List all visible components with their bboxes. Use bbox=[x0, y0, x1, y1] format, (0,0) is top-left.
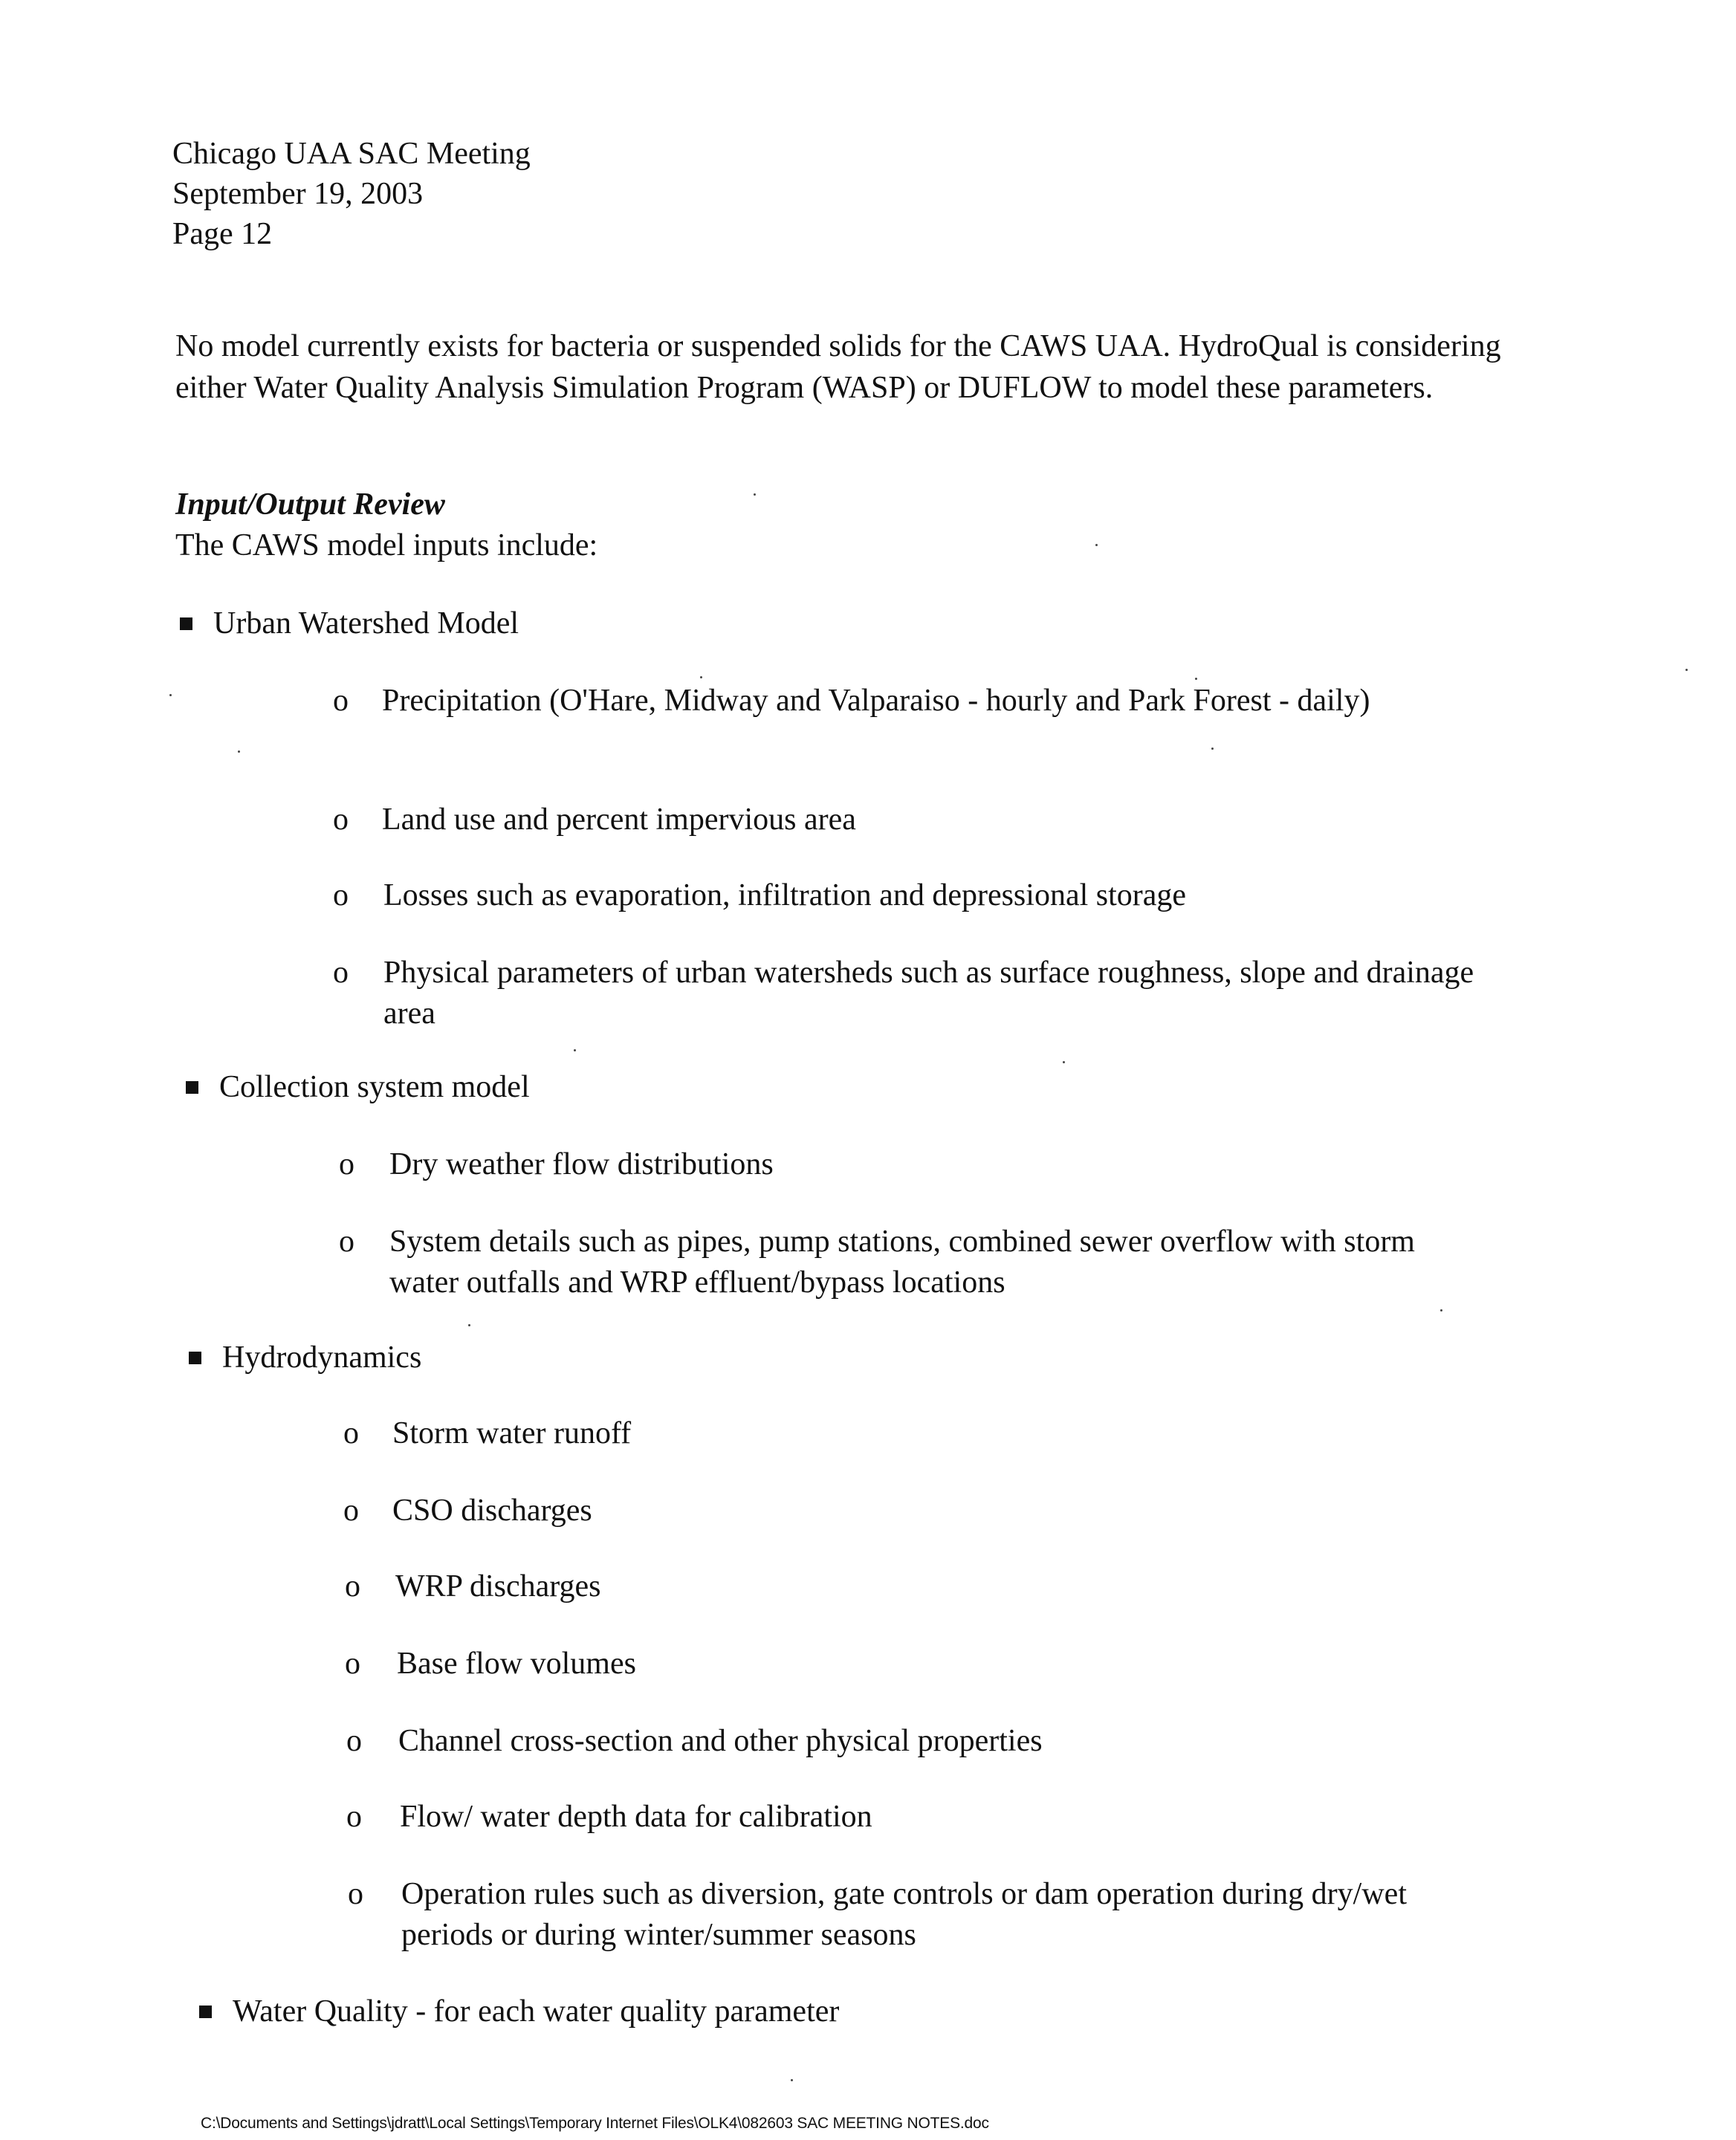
list-item-text: Precipitation (O'Hare, Midway and Valparaiso - hourly and Park Forest - daily) bbox=[382, 684, 1370, 718]
bullet-label: Collection system model bbox=[219, 1070, 530, 1104]
list-item-text: System details such as pipes, pump stations, combined sewer overflow with storm water outfalls and WRP effluent/bypass locations bbox=[389, 1225, 1415, 1300]
list-item bbox=[346, 1797, 1506, 1838]
circle-bullet-icon: o bbox=[333, 956, 349, 990]
footer-file-path: C:\Documents and Settings\jdratt\Local Settings\Temporary Internet Files\OLK4\082603 SAC MEETING NOTES.doc bbox=[201, 2115, 989, 2132]
bullet-label: Hydrodynamics bbox=[222, 1340, 422, 1375]
list-item bbox=[346, 1721, 1506, 1763]
scan-speck bbox=[1440, 1309, 1442, 1311]
list-item-text: Channel cross-section and other physical properties bbox=[398, 1724, 1043, 1758]
circle-bullet-icon: o bbox=[339, 1147, 354, 1181]
list-item-text: Base flow volumes bbox=[397, 1647, 636, 1681]
header-date: September 19, 2003 bbox=[172, 177, 424, 211]
list-item bbox=[343, 1491, 1503, 1532]
scan-speck bbox=[754, 493, 756, 496]
list-item bbox=[333, 800, 1492, 841]
bullet-label: Water Quality - for each water quality parameter bbox=[233, 1994, 840, 2029]
list-item bbox=[333, 953, 1492, 1036]
square-bullet-icon bbox=[189, 1352, 201, 1364]
list-item bbox=[345, 1644, 1504, 1685]
list-item-text: Land use and percent impervious area bbox=[382, 802, 856, 837]
list-item-text: Losses such as evaporation, infiltration and depressional storage bbox=[383, 878, 1187, 912]
list-item-text: CSO discharges bbox=[392, 1494, 592, 1528]
section-heading: Input/Output Review bbox=[175, 487, 445, 522]
bullet-water-quality bbox=[199, 1991, 839, 2032]
list-item-text: Physical parameters of urban watersheds such as surface roughness, slope and drainage area bbox=[383, 956, 1474, 1031]
scan-speck bbox=[1685, 669, 1688, 671]
list-item bbox=[345, 1566, 1504, 1608]
scan-speck bbox=[1195, 678, 1197, 680]
square-bullet-icon bbox=[199, 2006, 212, 2018]
circle-bullet-icon: o bbox=[348, 1877, 363, 1911]
list-item bbox=[333, 875, 1492, 917]
square-bullet-icon bbox=[186, 1081, 198, 1094]
circle-bullet-icon: o bbox=[345, 1569, 360, 1604]
list-item-text: Dry weather flow distributions bbox=[389, 1147, 774, 1181]
header-meeting-title: Chicago UAA SAC Meeting bbox=[172, 137, 531, 171]
intro-paragraph: No model currently exists for bacteria or suspended solids for the CAWS UAA. HydroQual is considering either Water Quality Analysis Simulation Program (WASP) or DUFLOW to model these parameters. bbox=[175, 329, 1501, 405]
circle-bullet-icon: o bbox=[339, 1225, 354, 1259]
scan-speck bbox=[700, 676, 702, 678]
scan-speck bbox=[1211, 748, 1214, 750]
list-item-text: WRP discharges bbox=[395, 1569, 601, 1604]
list-item bbox=[339, 1222, 1498, 1305]
bullet-hydrodynamics bbox=[189, 1338, 421, 1378]
list-item-text: Storm water runoff bbox=[392, 1416, 632, 1450]
list-item-text: Flow/ water depth data for calibration bbox=[400, 1800, 872, 1834]
bullet-label: Urban Watershed Model bbox=[213, 606, 519, 641]
square-bullet-icon bbox=[180, 617, 192, 630]
circle-bullet-icon: o bbox=[345, 1647, 360, 1681]
list-item bbox=[348, 1874, 1507, 1957]
scan-speck bbox=[1095, 544, 1098, 546]
circle-bullet-icon: o bbox=[333, 684, 349, 718]
list-item bbox=[333, 681, 1492, 764]
circle-bullet-icon: o bbox=[346, 1724, 362, 1758]
scan-speck bbox=[791, 2079, 793, 2081]
list-item bbox=[339, 1144, 1498, 1186]
bullet-collection-system bbox=[186, 1067, 530, 1107]
list-item-text: Operation rules such as diversion, gate controls or dam operation during dry/wet periods or during winter/summer seasons bbox=[401, 1877, 1407, 1952]
circle-bullet-icon: o bbox=[333, 802, 349, 837]
bullet-urban-watershed bbox=[180, 603, 519, 643]
circle-bullet-icon: o bbox=[333, 878, 349, 912]
section-lead: The CAWS model inputs include: bbox=[175, 528, 598, 562]
list-item bbox=[343, 1413, 1503, 1455]
scan-speck bbox=[238, 750, 240, 753]
scan-speck bbox=[574, 1049, 576, 1051]
circle-bullet-icon: o bbox=[343, 1416, 359, 1450]
header-page-number: Page 12 bbox=[172, 217, 273, 251]
circle-bullet-icon: o bbox=[346, 1800, 362, 1834]
scan-speck bbox=[169, 694, 172, 696]
circle-bullet-icon: o bbox=[343, 1494, 359, 1528]
scan-speck bbox=[1063, 1061, 1065, 1063]
scan-speck bbox=[468, 1324, 470, 1326]
